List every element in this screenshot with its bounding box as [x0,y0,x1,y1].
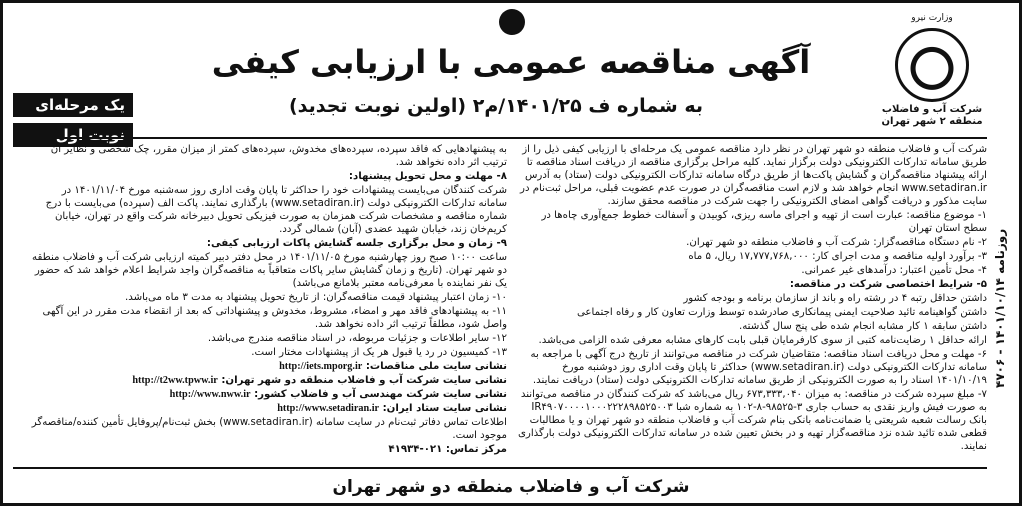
site-nww-link[interactable]: http://www.nww.ir [169,389,251,400]
notice-title: آگهی مناقصه عمومی با ارزیابی کیفی [211,43,811,81]
notice-footer: شرکت آب و فاضلاب منطقه دو شهر تهران [332,477,690,497]
item-7-continued: به پیشنهادهایی که فاقد سپرده، سپرده‌های مخدوش، سپرده‌های کمتر از میزان مقرر، چک شخصی و نظایر آن ترتیب اثر داده نخواهد شد. [50,144,507,168]
item-8-text: شرکت کنندگان می‌بایست پیشنهادات خود را حداکثر تا پایان وقت اداری روز سه‌شنبه مورخ ۱۴۰۱/۱۱/۰۴ در سامانه تدارکات الکترونیکی دولت (www.setadiran.ir) بارگذاری نمایند. پاکت الف (سپرده) می‌بایست با درج شماره مناقصه و مشخصات شرکت همزمان به صورت فیزیکی تحویل دبیرخانه شرکت واقع در تهران، خیابان کریم‌خان زند، خیابان شهید عضدی (آبان) شمالی گردد. [45,185,507,235]
item-1: ۱- موضوع مناقصه: عبارت است از تهیه و اجرای ماسه ریزی، کوبیدن و آسفالت خطوط جمع‌آوری چاه‌ها در سطح استان تهران [541,210,987,234]
item-2: ۲- نام دستگاه مناقصه‌گزار: شرکت آب و فاضلاب منطقه دو شهر تهران. [686,237,987,248]
item-5d: ارائه حداقل ۱ رضایت‌نامه کتبی از سوی کارفرمایان قبلی بابت کارهای مشابه معرفی شده الزامی می‌باشد. [538,335,987,346]
header-divider [13,137,987,139]
item-8: ۸- مهلت و محل تحویل پیشنهاد: [348,171,507,182]
notice-header [3,3,1019,144]
site-company-link[interactable]: http://t2ww.tpww.ir [132,375,218,386]
item-10: ۱۰- زمان اعتبار پیشنهاد قیمت مناقصه‌گران: از تاریخ تحویل پیشنهاد به مدت ۳ ماه می‌باشد. [124,292,507,303]
logo-arc-text: وزارت نیرو [911,13,953,23]
item-5b: داشتن گواهینامه تائید صلاحیت ایمنی پیمانکاری صادرشده توسط وزارت تعاون کار و رفاه اجتماعی [576,307,987,318]
footer-divider [13,467,987,469]
item-7: ۷- مبلغ سپرده شرکت در مناقصه: به میزان ۶۷۳,۳۳۳,۰۴۰ ریال می‌باشد که شرکت کنندگان در مناقصه می‌توانند به صورت فیش واریز نقدی به حساب جاری ۳-۹۸۵۲۵-۸-۱۰۲ به شماره شبا IR۴۹۰۷۰۰۰۰۱۰۰۰۲۲۲۸۹۸۵۲۵۰۰۳ بانک رسالت شعبه شریعتی یا ضمانت‌نامه بانکی بنام شرکت آب و فاضلاب منطقه دو شهر تهران و یا مطالبات قطعی شده تائید شده نزد مناقصه‌گزار تهیه و در بخش تعیین شده در سامانه تدارکات الکترونیکی دولت بارگذاری نمایند. [517,389,987,452]
contact-info: اطلاعات تماس دفاتر ثبت‌نام در سایت سامانه (www.setadiran.ir) بخش ثبت‌نام/پروفایل تأمین کننده/مناقصه‌گر موجود است. [31,417,507,441]
call-center [31,443,507,456]
item-4: ۴- محل تأمین اعتبار: درآمدهای غیر عمرانی. [801,265,987,276]
site-nww-label: نشانی سایت شرکت مهندسی آب و فاضلاب کشور: [254,389,507,400]
site-company [31,374,507,387]
stage-badge: یک مرحله‌ای [13,93,133,117]
site-national-tenders-link[interactable]: http://iets.mporg.ir [279,361,363,372]
site-national-tenders-label: نشانی سایت ملی مناقصات: [365,361,507,372]
item-5: ۵- شرایط اختصاصی شرکت در مناقصه: [789,279,987,290]
site-company-label: نشانی سایت شرکت آب و فاضلاب منطقه دو شهر تهران: [221,375,507,386]
site-nww [31,388,507,401]
newspaper-date: روزنامه ۱۴۰۱/۱۰/۱۴ - ۴۷۰۶ [993,228,1007,388]
item-11: ۱۱- به پیشنهادهای فاقد مهر و امضاء، مشروط، مخدوش و پیشنهاداتی که بعد از انقضاء مدت مقرر در این آگهی واصل شود، مطلقاً ترتیب اثر داده نخواهد شد. [42,306,507,330]
site-national-tenders [31,360,507,373]
call-center-label: مرکز تماس: [445,444,507,455]
logo-line-1: شرکت آب و فاضلاب [881,104,983,115]
item-6: ۶- مهلت و محل دریافت اسناد مناقصه: متقاضیان شرکت در مناقصه می‌توانند از تاریخ درج آگهی با مراجعه به سامانه تدارکات الکترونیکی دولت (www.setadiran.ir) حداکثر تا پایان وقت اداری روز دوشنبه مورخ ۱۴۰۱/۱۰/۱۹ اسناد را به صورت الکترونیکی از طریق سامانه تدارکات الکترونیکی دولت (ستاد) دریافت نمایند. [530,349,987,386]
tender-number: به شماره ف ۱۴۰۱/۲۵/م۲ (اولین نوبت تجدید) [288,95,704,117]
site-setad-link[interactable]: http://www.setadiran.ir [277,403,380,414]
item-9-text: ساعت ۱۰:۰۰ صبح روز چهارشنبه مورخ ۱۴۰۱/۱۱/۰۵ در محل دفتر دبیر کمیته ارزیابی شرکت آب و فاضلاب منطقه دو شهر تهران. (تاریخ و زمان گشایش سایر پاکات متعاقباً به مناقصه‌گران واجد شرایط اعلام خواهد شد که حضور یک نفر نماینده با معرفی‌نامه معتبر بلامانع می‌باشد) [31,252,507,289]
left-column [31,143,507,457]
site-setad [31,402,507,415]
item-5c: داشتن سابقه ۱ کار مشابه انجام شده طی پنج سال گذشته. [738,321,987,332]
company-logo [857,13,1007,128]
item-3: ۳- برآورد اولیه مناقصه و مدت اجرای کار: ۱۷,۷۷۷,۷۶۸,۰۰۰ ریال، ۵ ماه [688,251,987,262]
round-badge: نوبت اول [13,123,133,147]
site-setad-label: نشانی سایت ستاد ایران: [382,403,507,414]
intro-paragraph: شرکت آب و فاضلاب منطقه دو شهر تهران در نظر دارد مناقصه عمومی یک مرحله‌ای با ارزیابی کیفی ذیل را از طریق سامانه تدارکات الکترونیکی دولت برگزار نماید. کلیه مراحل برگزاری مناقصه از دریافت اسناد مناقصه تا ارائه پیشنهاد مناقصه‌گران و گشایش پاکت‌ها از طریق درگاه سامانه تدارکات الکترونیکی دولت (ستاد) به آدرس www.setadiran.ir انجام خواهد شد و لازم است مناقصه‌گران در صورت عدم عضویت قبلی، مراحل ثبت‌نام در سایت مذکور و دریافت گواهی امضای الکترونیکی را جهت شرکت در مناقصه محقق سازند. [520,144,987,207]
item-12: ۱۲- سایر اطلاعات و جزئیات مربوطه، در اسناد مناقصه مندرج می‌باشد. [207,333,507,344]
item-5a: داشتن حداقل رتبه ۴ در رشته راه و باند از سازمان برنامه و بودجه کشور [683,293,987,304]
water-drop-icon [499,9,525,35]
item-13: ۱۳- کمیسیون در رد یا قبول هر یک از پیشنهادات مختار است. [251,347,507,358]
call-center-phone: ۰۲۱-۴۱۹۳۴ [388,444,443,455]
water-logo-icon [895,28,969,102]
item-9: ۹- زمان و محل برگزاری جلسه گشایش پاکات ارزیابی کیفی: [206,238,507,249]
logo-line-2: منطقه ۲ شهر تهران [881,116,983,127]
right-column [517,143,987,454]
